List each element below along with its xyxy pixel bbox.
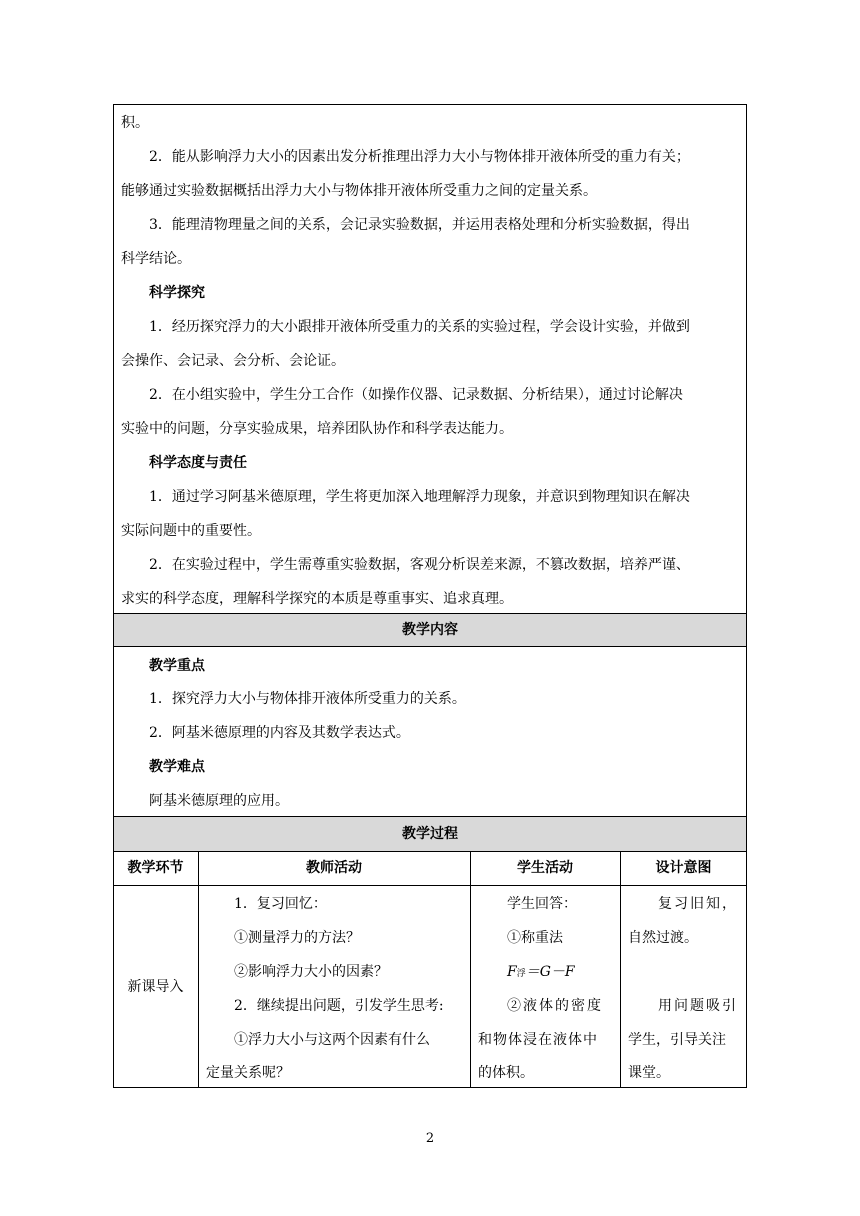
intent-line: 复习旧知， [658,896,738,912]
objectives-line: 1．通过学习阿基米德原理，学生将更加深入地理解浮力现象，并意识到物理知识在解决 [149,489,690,505]
objectives-line: 实验中的问题，分享实验成果，培养团队协作和科学表达能力。 [121,421,513,437]
objectives-line: 3．能理清物理量之间的关系，会记录实验数据，并运用表格处理和分析实验数据，得出 [149,217,690,233]
stage-cell: 新课导入 [127,979,184,995]
student-activity-line: 的体积。 [478,1065,534,1081]
table-rule [113,885,747,886]
section-heading: 科学探究 [149,285,205,301]
column-header: 学生活动 [517,860,573,876]
objectives-line: 积。 [121,115,149,131]
objectives-line: 2．在实验过程中，学生需尊重实验数据，客观分析误差来源，不篡改数据，培养严谨、 [149,557,690,573]
objectives-line: 1．经历探究浮力的大小跟排开液体所受重力的关系的实验过程，学会设计实验，并做到 [149,319,690,335]
page-number: 2 [425,1131,435,1146]
intent-line: 用问题吸引 [658,998,738,1014]
teacher-activity-line: ①测量浮力的方法？ [234,930,360,946]
teacher-activity-line: ②影响浮力大小的因素？ [234,964,388,980]
intent-line: 学生，引导关注 [628,1032,726,1048]
process-header: 教学过程 [113,816,747,852]
student-activity-line: 和物体浸在液体中 [478,1032,598,1048]
process-table [113,851,747,1088]
section-heading: 教学重点 [149,658,205,674]
content-line: 1．探究浮力大小与物体排开液体所受重力的关系。 [149,691,466,707]
student-activity-line: ②液体的密度 [507,998,603,1014]
formula-rest: ＝G－F [525,964,575,980]
teacher-activity-line: 定量关系呢？ [206,1065,290,1081]
content-line: 2．阿基米德原理的内容及其数学表达式。 [149,725,410,741]
objectives-line: 会操作、会记录、会分析、会论证。 [121,353,345,369]
column-header: 教学环节 [127,860,184,876]
objectives-line: 实际问题中的重要性。 [121,523,261,539]
objectives-line: 2．能从影响浮力大小的因素出发分析推理出浮力大小与物体排开液体所受的重力有关； [149,149,690,165]
table-rule [620,851,621,1088]
table-rule [470,851,471,1088]
buoyancy-formula [507,962,575,984]
objectives-line: 科学结论。 [121,251,191,267]
formula-symbol: F [507,964,517,980]
objectives-line: 能够通过实验数据概括出浮力大小与物体排开液体所受重力之间的定量关系。 [121,183,597,199]
column-header: 设计意图 [655,860,712,876]
content-line: 阿基米德原理的应用。 [149,793,289,809]
section-heading: 科学态度与责任 [149,455,247,471]
student-activity-line: ①称重法 [507,930,563,946]
teacher-activity-line: ①浮力大小与这两个因素有什么 [234,1032,430,1048]
objectives-line: 求实的科学态度，理解科学探究的本质是尊重事实、追求真理。 [121,591,513,607]
column-header: 教师活动 [306,860,362,876]
formula-subscript: 浮 [516,969,526,979]
content-header: 教学内容 [113,613,747,647]
intent-line: 课堂。 [628,1065,670,1081]
teacher-activity-line: 2．继续提出问题，引发学生思考: [234,998,444,1014]
section-heading: 教学难点 [149,759,205,775]
table-rule [198,851,199,1088]
objectives-line: 2．在小组实验中，学生分工合作（如操作仪器、记录数据、分析结果），通过讨论解决 [149,387,683,403]
teacher-activity-line: 1．复习回忆： [234,896,327,912]
intent-line: 自然过渡。 [628,930,698,946]
student-activity-line: 学生回答： [507,896,577,912]
